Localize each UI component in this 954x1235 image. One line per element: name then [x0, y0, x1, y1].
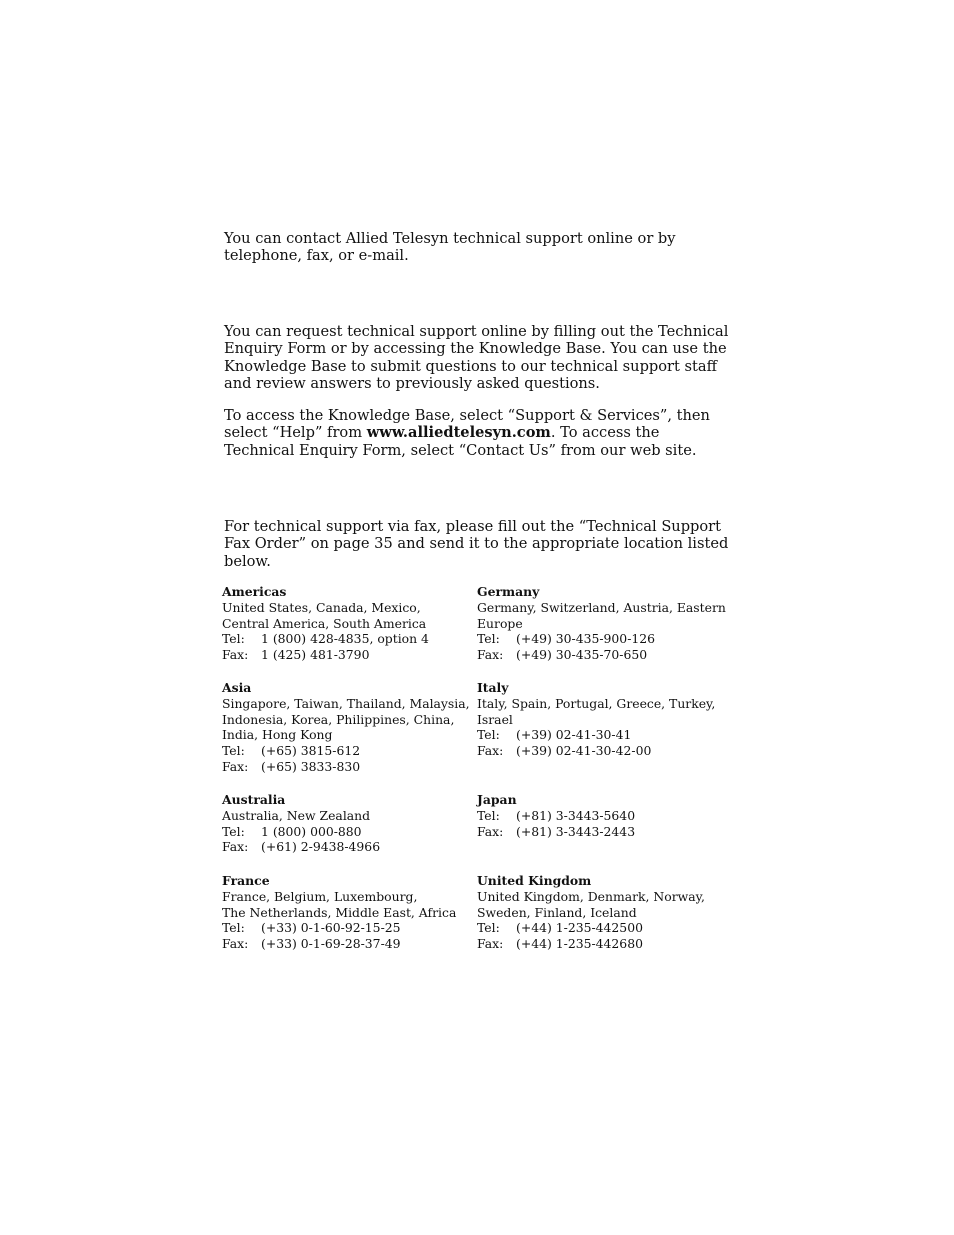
office-tel	[477, 727, 727, 743]
fax-label: Fax:	[222, 758, 249, 774]
office-japan	[477, 792, 727, 839]
fax-label: Fax:	[222, 936, 249, 952]
online-support-paragraph: You can request technical support online by filling out the Technical Enquiry Form or by accessing the Knowledge Base. You can use the Knowledge Base to submit questions to our technical support staff and review answers to previously asked questions.	[224, 323, 729, 393]
fax-label: Fax:	[222, 839, 249, 855]
tel-number: (+49) 30-435-900-126	[516, 631, 656, 647]
office-france	[222, 873, 472, 952]
office-tel	[477, 631, 727, 647]
fax-number: (+65) 3833-830	[261, 758, 361, 774]
tel-number: (+44) 1-235-442500	[516, 920, 643, 936]
tel-number: 1 (800) 000-880	[261, 823, 362, 839]
office-region: France, Belgium, Luxembourg,	[222, 888, 418, 904]
office-name: Japan	[477, 792, 517, 807]
office-region: Singapore, Taiwan, Thailand, Malaysia,	[222, 695, 470, 711]
office-region: United Kingdom, Denmark, Norway,	[477, 888, 705, 904]
office-asia	[222, 680, 472, 775]
website-link[interactable]: www.alliedtelesyn.com	[366, 424, 551, 442]
office-uk	[477, 873, 727, 952]
office-name: Americas	[222, 584, 287, 599]
office-tel	[222, 743, 472, 759]
fax-label: Fax:	[477, 823, 504, 839]
tel-label: Tel:	[222, 920, 245, 936]
fax-label: Fax:	[222, 647, 249, 663]
tel-number: 1 (800) 428-4835, option 4	[261, 631, 429, 647]
office-name: Australia	[222, 792, 286, 807]
office-fax	[222, 759, 472, 775]
office-name: France	[222, 873, 270, 888]
fax-number: (+33) 0-1-69-28-37-49	[261, 936, 401, 952]
tel-label: Tel:	[477, 920, 500, 936]
office-germany	[477, 584, 727, 663]
office-tel	[222, 824, 472, 840]
office-tel	[477, 920, 727, 936]
office-region: Germany, Switzerland, Austria, Eastern	[477, 599, 726, 615]
fax-label: Fax:	[477, 743, 504, 759]
tel-label: Tel:	[222, 823, 245, 839]
fax-label: Fax:	[477, 936, 504, 952]
fax-support-paragraph: For technical support via fax, please fill out the “Technical Support Fax Order” on page 35 and send it to the appropriate location listed below.	[224, 518, 729, 570]
office-region: The Netherlands, Middle East, Africa	[222, 904, 457, 920]
office-fax	[477, 743, 727, 759]
office-name: Asia	[222, 680, 252, 695]
intro-paragraph: You can contact Allied Telesyn technical support online or by telephone, fax, or e-mail.	[224, 230, 676, 265]
knowledge-base-text-after: . To access the Technical Enquiry Form, select “Contact Us” from our web site.	[224, 424, 697, 459]
office-region: Israel	[477, 711, 513, 727]
office-region: Australia, New Zealand	[222, 807, 371, 823]
office-name: Italy	[477, 680, 509, 695]
office-fax	[477, 936, 727, 952]
office-australia	[222, 792, 472, 855]
office-tel	[222, 631, 472, 647]
office-fax	[222, 839, 472, 855]
fax-number: (+81) 3-3443-2443	[516, 823, 636, 839]
tel-number: (+81) 3-3443-5640	[516, 807, 636, 823]
tel-label: Tel:	[222, 631, 245, 647]
fax-label: Fax:	[477, 647, 504, 663]
office-tel	[477, 808, 727, 824]
knowledge-base-paragraph	[224, 407, 734, 459]
fax-number: (+39) 02-41-30-42-00	[516, 743, 652, 759]
office-fax	[222, 936, 472, 952]
fax-number: (+49) 30-435-70-650	[516, 647, 648, 663]
knowledge-base-text-before: To access the Knowledge Base, select “Support & Services”, then select “Help” from	[224, 407, 710, 442]
tel-label: Tel:	[477, 807, 500, 823]
office-name: Germany	[477, 584, 540, 599]
office-region: Italy, Spain, Portugal, Greece, Turkey,	[477, 695, 716, 711]
office-region: United States, Canada, Mexico,	[222, 599, 421, 615]
office-region: India, Hong Kong	[222, 727, 333, 743]
office-region: Indonesia, Korea, Philippines, China,	[222, 711, 455, 727]
tel-label: Tel:	[222, 743, 245, 759]
office-region: Sweden, Finland, Iceland	[477, 904, 637, 920]
fax-number: 1 (425) 481-3790	[261, 647, 370, 663]
office-region: Central America, South America	[222, 615, 427, 631]
office-region: Europe	[477, 615, 523, 631]
fax-number: (+61) 2-9438-4966	[261, 839, 381, 855]
office-fax	[477, 824, 727, 840]
tel-label: Tel:	[477, 631, 500, 647]
tel-number: (+39) 02-41-30-41	[516, 727, 632, 743]
office-fax	[222, 647, 472, 663]
office-italy	[477, 680, 727, 759]
fax-number: (+44) 1-235-442680	[516, 936, 643, 952]
office-name: United Kingdom	[477, 873, 592, 888]
office-americas	[222, 584, 472, 663]
tel-number: (+33) 0-1-60-92-15-25	[261, 920, 401, 936]
tel-number: (+65) 3815-612	[261, 743, 361, 759]
tel-label: Tel:	[477, 727, 500, 743]
office-tel	[222, 920, 472, 936]
office-fax	[477, 647, 727, 663]
